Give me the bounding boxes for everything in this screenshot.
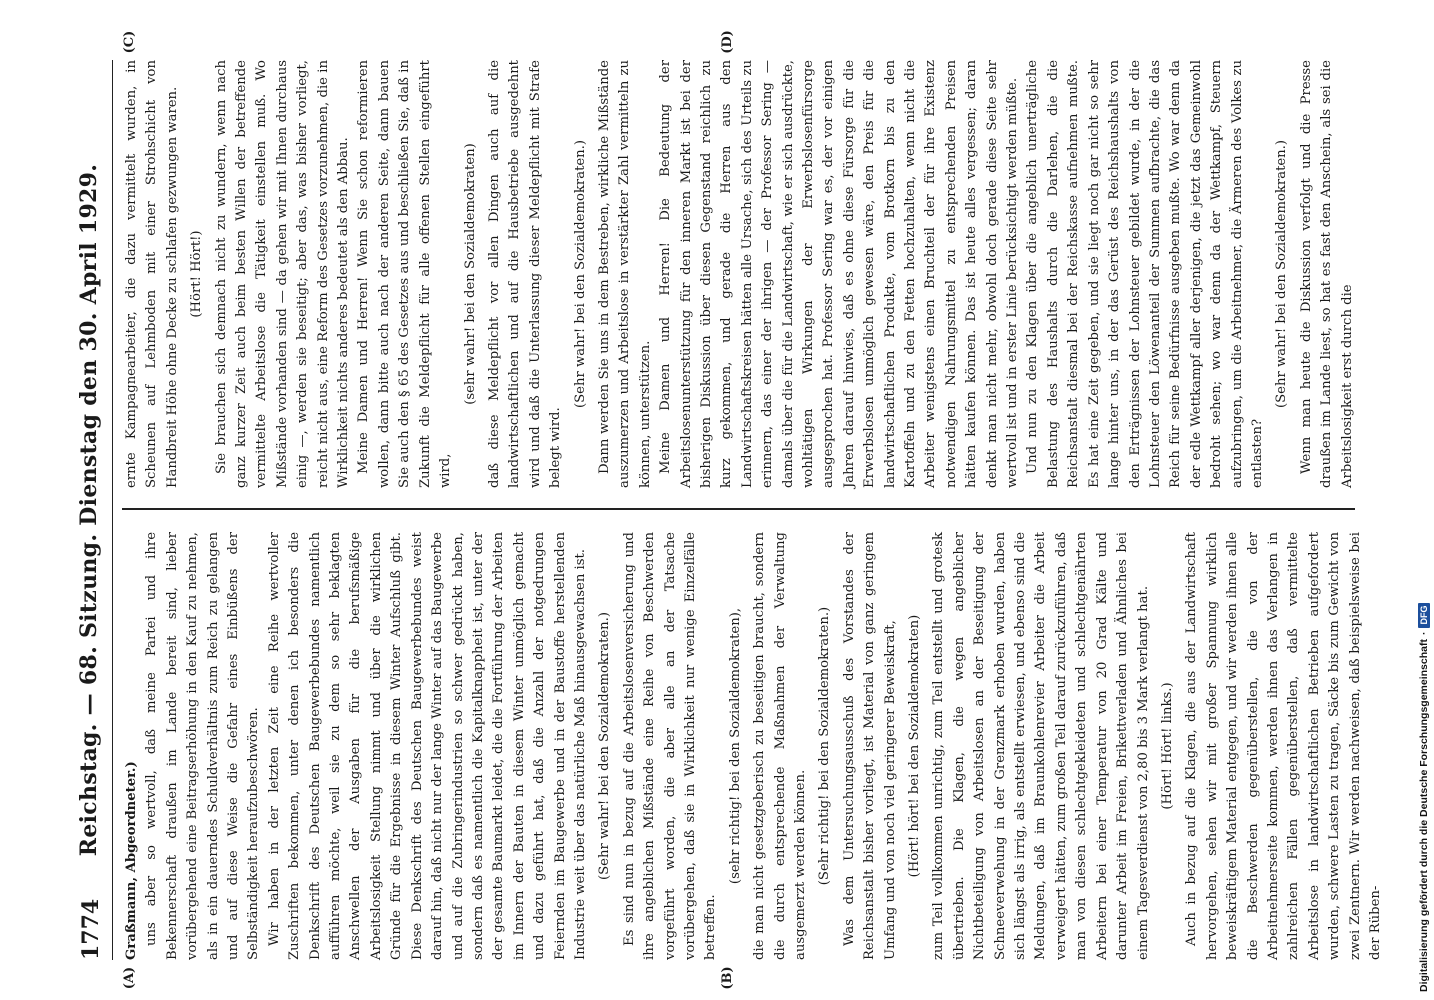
speaker-line: Graßmann, Abgeordneter.) [124, 761, 139, 960]
right-paragraph-7: Und nun zu den Klagen über die angeblich unerträgliche Belastung des Haushalts durch die Darlehen, die die Reichsanstalt diesmal bei der Reichskasse aufnehmen mußte. Es hat eine Zeit gegeben, und sie liegt noch gar nicht so sehr lange hinter uns, in der das Gerüst des Reichshaushalts von den Erträgnissen der Lohnsteuer gebildet wurde, in der die Lohnsteuer den Löwenanteil der Summen aufbrachte, die das Reich für seine Bedürfnisse ausgeben mußte. Wo war denn da der edle Wettkampf aller derjenigen, die jetzt das Gemeinwohl bedroht sehen; wo war denn da der Wettkampf, Steuern aufzubringen, um die Arbeitnehmer, die Ärmeren des Volkes zu entlasten? [1025, 60, 1265, 488]
interjection: (Hört! Hört! links.) [1159, 682, 1175, 810]
left-paragraph-2: Wir haben in der letzten Zeit eine Reihe wertvoller Zuschriften bekommen, unter denen ich besonders die Denkschrift des Deutschen Baugewerbebundes namentlich aufführen möchte, weil sie zu dem so sehr beklagten Anschwellen der Ausgaben für die berufsmäßige Arbeitslosigkeit Stellung nimmt und über die wirklichen Gründe für die Ergebnisse in diesem Winter Aufschluß gibt. Diese Denkschrift des Deutschen Baugewerbebundes weist darauf hin, daß nicht nur der lange Winter auf das Baugewerbe und auf die Zubringerindustrien so schwer gedrückt haben, sondern daß es namentlich die Kapitalknappheit ist, unter der der gesamte Baumarkt leidet, die die Fortführung der Arbeiten im Innern der Bauten in diesem Winter unmöglich gemacht und dazu geführt hat, daß die Anzahl der notgedrungen Feiernden im Baugewerbe und in der Baustoffe herstellenden Industrie weit über das natürliche Maß hinausgewachsen ist. [266, 532, 588, 960]
right-paragraph-8: Wenn man heute die Diskussion verfolgt und die Presse draußen im Lande liest, so hat es fast den Anschein, als sei die Arbeitslosigkeit erst durch die [1298, 60, 1355, 488]
right-paragraph-3: Meine Damen und Herren! Wenn Sie schon reformieren wollen, dann bitte auch nach der anderen Seite, dann bauen Sie auch den § 65 des Gesetzes aus und beschließen Sie, daß in Zukunft die Meldepflicht für alle offenen Stellen eingeführt wird, [356, 60, 454, 488]
left-paragraph-3: Es sind nun in bezug auf die Arbeitslosenversicherung und ihre angeblichen Mißstände eine Reihe von Beschwerden vorgeführt worden, die aber alle an der Tatsache vorübergehen, daß sie in Wirklichkeit nur wenige Einzelfälle betreffen. [621, 532, 719, 960]
running-title: Reichstag. — 68. Sitzung. Dienstag den 30. April 1929. [76, 163, 102, 857]
interjection: (sehr wahr! bei den Sozialdemokraten) [462, 143, 478, 405]
interjection: (Sehr richtig! bei den Sozialdemokraten.) [817, 606, 833, 886]
right-paragraph-2: Sie brauchen sich demnach nicht zu wundern, wenn nach ganz kurzer Zeit auch beim besten Willen der betreffende vermittelte Arbeitslose die Tätigkeit einstellen muß. Wo Mißstände vorhanden sind — da gehen wir mit Ihnen durchaus einig —, werden sie beseitigt; aber das, was bisher vorliegt, reicht nicht aus, eine Reform des Gesetzes vorzunehmen, die in Wirklichkeit nichts anderes bedeutet als den Abbau. [213, 60, 352, 488]
margin-marker-b: (B) [720, 966, 735, 990]
right-paragraph-5: Dann werden Sie uns in dem Bestreben, wirkliche Mißstände auszumerzen und Arbeitslose in verstärkter Zahl vermitteln zu können, unterstützen. [596, 60, 653, 488]
interjection: (sehr richtig! bei den Sozialdemokraten), [727, 607, 743, 885]
interjection: (Sehr wahr! bei den Sozialdemokraten.) [597, 612, 613, 880]
left-paragraph-1: uns aber so wertvoll, daß meine Partei und ihre Bekennerschaft draußen im Lande bereit sind, lieber vorübergehend eine Beitragserhöhung in den Kauf zu nehmen, als in ein dauerndes Schuldverhältnis zum Reich zu gelangen und auf diese Weise die Gefahr eines Einbüßens der Selbständigkeit heraufzubeschwören. [144, 532, 262, 960]
left-paragraph-5: Was dem Untersuchungsausschuß des Vorstandes der Reichsanstalt bisher vorliegt, ist Material von ganz geringem Umfang und von noch viel geringerer Beweiskraft, [841, 532, 898, 960]
page-number: 1774 [78, 898, 104, 960]
right-paragraph-1: ernte Kampagnearbeiter, die dazu vermittelt wurden, in Scheunen auf Lehmboden mit einer Strohschicht von Handbreit Höhe ohne Decke zu schlafen gezwungen waren. [124, 60, 180, 488]
left-paragraph-6: zum Teil vollkommen unrichtig, zum Teil entstellt und grotesk übertrieben. Die Klagen, die wegen angeblicher Nichtbeteiligung von Arbeitslosen an der Beseitigung der Schneeverwehung in der Grenzmark erhoben wurden, haben sich längst als irrig, als entstellt erwiesen, und ebenso sind die Meldungen, daß im Braunkohlenrevier Arbeiter die Arbeit verweigert hätten, zum großen Teil darauf zurückzuführen, daß man von diesen schlechtgekleideten und schlechtgenährten Arbeitern bei einer Temperatur von 20 Grad Kälte und darunter Arbeit im Freien, Brikettverladen und Ähnliches bei einem Tagesverdienst von 2,80 bis 3 Mark verlangt hat. [931, 532, 1151, 960]
column-divider [122, 509, 1355, 511]
page-header [70, 60, 113, 960]
interjection: (Sehr wahr! bei den Sozialdemokraten.) [572, 140, 588, 408]
rotated-page [70, 30, 1383, 990]
interjection: (Hört! hört! bei den Sozialdemokraten) [907, 614, 923, 878]
interjection: (Hört! Hört!) [189, 230, 205, 318]
right-paragraph-6: Meine Damen und Herren! Die Bedeutung der Arbeitslosenunterstützung für den inneren Markt ist bei der bisherigen Diskussion über diesen Gegenstand reichlich zu kurz gekommen, und gerade die Herren aus den Landwirtschaftskreisen hätten alle Ursache, sich des Urteils zu erinnern, das einer der ihrigen — der Professor Sering — damals über die für die Landwirtschaft, wie er sich ausdrückte, wohltätigen Wirkungen der Erwerbslosenfürsorge ausgesprochen hat. Professor Sering war es, der vor einigen Jahren darauf hinwies, daß es ohne diese Fürsorge für die Erwerbslosen unmöglich gewesen wäre, den Preis für die landwirtschaftlichen Produkte, vom Brotkorn bis zu den Kartoffeln und zu den Fetten hochzuhalten, wenn nicht die Arbeiter wenigstens einen Bruchteil der für ihre Existenz notwendigen Nahrungsmittel zu entsprechenden Preisen hätten kaufen können. Das ist heute alles vergessen; daran denkt man nicht mehr, obwohl doch gerade diese Seite sehr wertvoll ist und in erster Linie berücksichtigt werden müßte. [658, 60, 1021, 488]
left-paragraph-7: Auch in bezug auf die Klagen, die aus der Landwirtschaft hervorgehen, sehen wir mit großer Spannung wirklich beweiskräftigem Material entgegen, und wir werden ihnen alle die Beschwerden gegenüberstellen, die von der Arbeitnehmerseite kommen, werden ihnen das Verlangen in zahlreichen Fällen gegenüberstellen, daß vermittelte Arbeitslose in landwirtschaftlichen Betrieben aufgefordert wurden, schwere Lasten zu tragen, Säcke bis zum Gewicht von zwei Zentnern. Wir werden nachweisen, daß beispielsweise bei der Rüben- [1184, 532, 1383, 960]
right-column [122, 60, 1355, 488]
left-column [122, 532, 1383, 960]
left-paragraph-4: die man nicht gesetzgeberisch zu beseitigen braucht, sondern die durch entsprechende Maßnahmen der Verwaltung ausgemerzt werden können. [752, 532, 808, 960]
margin-marker-c: (C) [122, 30, 137, 54]
margin-marker-a: (A) [122, 966, 137, 990]
dfg-credit: Digitalisierung gefördert durch die Deutsche Forschungsgemeinschaft · DFG [1418, 603, 1430, 992]
dfg-credit-text: Digitalisierung gefördert durch die Deutsche Forschungsgemeinschaft [1418, 639, 1430, 992]
dfg-logo-icon: DFG [1418, 603, 1430, 628]
right-paragraph-4: daß diese Meldepflicht vor allen Dingen auch auf die landwirtschaftlichen und auf die Hausbetriebe ausgedehnt wird und daß die Unterlassung dieser Meldepflicht mit Strafe belegt wird. [486, 60, 564, 488]
interjection: (Sehr wahr! bei den Sozialdemokraten.) [1274, 140, 1290, 408]
margin-marker-d: (D) [720, 30, 735, 54]
